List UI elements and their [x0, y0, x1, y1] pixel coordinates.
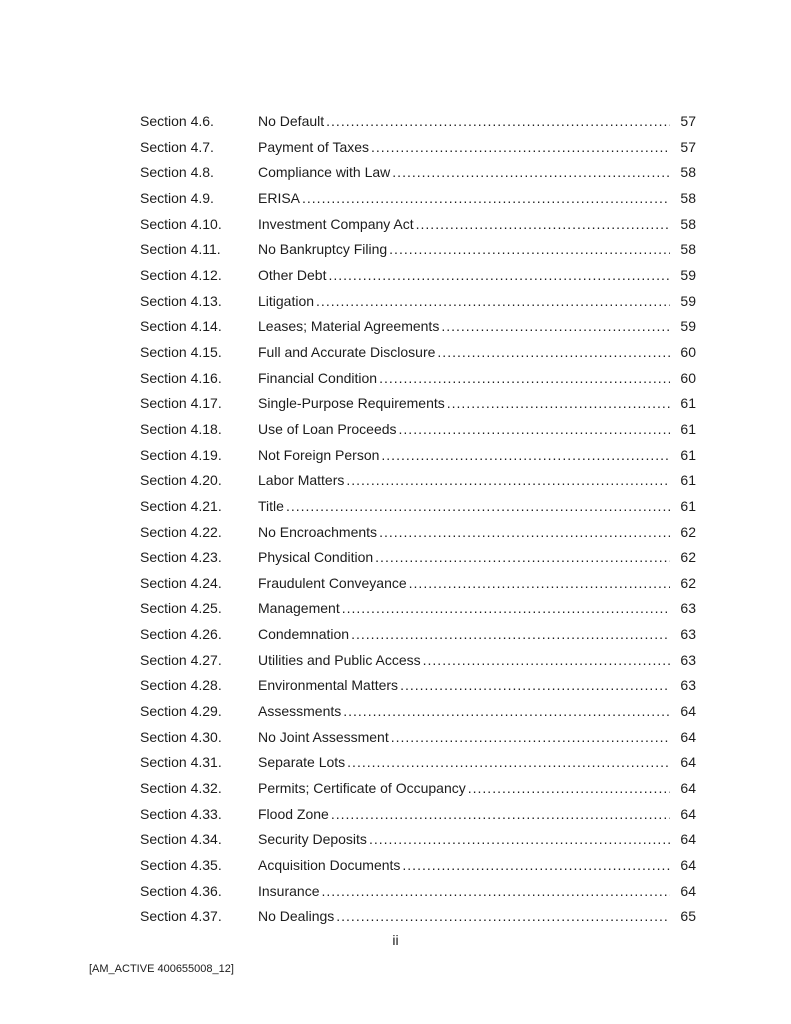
toc-entry[interactable] — [140, 904, 696, 930]
toc-entry-title: Not Foreign Person — [258, 446, 380, 463]
dot-leader — [389, 725, 670, 751]
toc-section-label: Section 4.11. — [140, 241, 221, 258]
toc-entry[interactable] — [140, 212, 696, 238]
toc-entry-title: Physical Condition — [258, 549, 374, 566]
toc-entry-title: ERISA — [258, 189, 301, 206]
toc-entry-title: Litigation — [258, 292, 315, 309]
toc-page-number: 64 — [680, 831, 696, 848]
toc-page-number: 60 — [680, 369, 696, 386]
toc-section-label: Section 4.29. — [140, 703, 222, 720]
toc-entry[interactable] — [140, 366, 696, 392]
toc-entry[interactable] — [140, 468, 696, 494]
toc-section-label: Section 4.30. — [140, 728, 222, 745]
toc-section-label: Section 4.33. — [140, 805, 222, 822]
toc-entry-title: Labor Matters — [258, 472, 345, 489]
table-of-contents — [140, 109, 696, 930]
toc-section-label: Section 4.8. — [140, 164, 214, 181]
toc-page-number: 64 — [680, 857, 696, 874]
toc-page-number: 62 — [680, 574, 696, 591]
toc-section-label: Section 4.36. — [140, 882, 222, 899]
dot-leader — [377, 366, 670, 392]
toc-entry-title: Fraudulent Conveyance — [258, 574, 407, 591]
toc-entry[interactable] — [140, 494, 696, 520]
dot-leader — [349, 622, 670, 648]
dot-leader — [369, 135, 670, 161]
toc-page-number: 63 — [680, 600, 696, 617]
toc-entry[interactable] — [140, 853, 696, 879]
dot-leader — [379, 443, 670, 469]
dot-leader — [300, 186, 670, 212]
toc-page-number: 63 — [680, 677, 696, 694]
dot-leader — [398, 673, 670, 699]
toc-entry-title: Payment of Taxes — [258, 138, 370, 155]
dot-leader — [373, 545, 670, 571]
toc-section-label: Section 4.23. — [140, 549, 222, 566]
toc-entry-title: Utilities and Public Access — [258, 651, 421, 668]
toc-section-label: Section 4.20. — [140, 472, 222, 489]
dot-leader — [284, 494, 670, 520]
toc-entry[interactable] — [140, 673, 696, 699]
toc-entry[interactable] — [140, 263, 696, 289]
toc-entry-title: Condemnation — [258, 626, 350, 643]
dot-leader — [377, 520, 670, 546]
toc-entry[interactable] — [140, 571, 696, 597]
toc-entry[interactable] — [140, 776, 696, 802]
toc-entry[interactable] — [140, 314, 696, 340]
toc-entry-title: No Dealings — [258, 908, 335, 925]
toc-section-label: Section 4.9. — [140, 189, 214, 206]
toc-page-number: 57 — [680, 138, 696, 155]
toc-entry-title: Permits; Certificate of Occupancy — [258, 780, 466, 797]
dot-leader — [407, 571, 670, 597]
toc-page-number: 63 — [680, 626, 696, 643]
dot-leader — [387, 237, 670, 263]
toc-section-label: Section 4.21. — [140, 497, 222, 514]
document-stamp: [AM_ACTIVE 400655008_12] — [89, 963, 234, 975]
toc-entry-title: Insurance — [258, 882, 320, 899]
toc-entry[interactable] — [140, 160, 696, 186]
dot-leader — [390, 160, 670, 186]
toc-section-label: Section 4.16. — [140, 369, 222, 386]
toc-section-label: Section 4.26. — [140, 626, 222, 643]
dot-leader — [334, 904, 670, 930]
toc-entry-title: No Encroachments — [258, 523, 378, 540]
toc-entry[interactable] — [140, 186, 696, 212]
toc-section-label: Section 4.13. — [140, 292, 222, 309]
dot-leader — [326, 263, 670, 289]
toc-section-label: Section 4.7. — [140, 138, 214, 155]
toc-section-label: Section 4.34. — [140, 831, 222, 848]
page-number: ii — [392, 932, 399, 948]
toc-page-number: 58 — [680, 215, 696, 232]
toc-entry-title: Full and Accurate Disclosure — [258, 343, 436, 360]
toc-page-number: 64 — [680, 728, 696, 745]
toc-page-number: 65 — [680, 908, 696, 925]
toc-entry[interactable] — [140, 827, 696, 853]
dot-leader — [400, 853, 670, 879]
toc-page-number: 64 — [680, 780, 696, 797]
toc-entry-title: Title — [258, 497, 284, 514]
toc-page-number: 64 — [680, 754, 696, 771]
toc-page-number: 60 — [680, 343, 696, 360]
toc-section-label: Section 4.32. — [140, 780, 222, 797]
toc-page-number: 62 — [680, 523, 696, 540]
toc-entry[interactable] — [140, 545, 696, 571]
toc-entry-title: Management — [258, 600, 340, 617]
toc-page-number: 61 — [680, 446, 696, 463]
dot-leader — [445, 391, 670, 417]
toc-page-number: 58 — [680, 189, 696, 206]
toc-page-number: 64 — [680, 703, 696, 720]
toc-section-label: Section 4.28. — [140, 677, 222, 694]
toc-entry-title: Assessments — [258, 703, 342, 720]
toc-section-label: Section 4.19. — [140, 446, 222, 463]
toc-entry[interactable] — [140, 725, 696, 751]
toc-entry-title: Security Deposits — [258, 831, 367, 848]
toc-entry-title: Acquisition Documents — [258, 857, 401, 874]
toc-entry-title: No Default — [258, 113, 325, 129]
toc-entry[interactable] — [140, 520, 696, 546]
dot-leader — [329, 802, 670, 828]
toc-entry[interactable] — [140, 879, 696, 905]
dot-leader — [344, 468, 670, 494]
toc-entry[interactable] — [140, 417, 696, 443]
dot-leader — [397, 417, 670, 443]
toc-section-label: Section 4.18. — [140, 420, 222, 437]
dot-leader — [439, 314, 670, 340]
toc-page-number: 61 — [680, 497, 696, 514]
toc-section-label: Section 4.35. — [140, 857, 222, 874]
toc-entry[interactable] — [140, 443, 696, 469]
toc-entry-title: No Joint Assessment — [258, 728, 389, 745]
toc-page-number: 64 — [680, 805, 696, 822]
dot-leader — [340, 596, 670, 622]
toc-entry-title: Environmental Matters — [258, 677, 399, 694]
toc-page-number: 59 — [680, 318, 696, 335]
toc-section-label: Section 4.6. — [140, 113, 214, 129]
toc-section-label: Section 4.27. — [140, 651, 222, 668]
toc-entry[interactable] — [140, 802, 696, 828]
dot-leader — [319, 879, 670, 905]
toc-section-label: Section 4.10. — [140, 215, 222, 232]
dot-leader — [345, 750, 670, 776]
toc-section-label: Section 4.24. — [140, 574, 222, 591]
toc-page-number: 58 — [680, 164, 696, 181]
toc-page-number: 61 — [680, 472, 696, 489]
toc-page-number: 61 — [680, 420, 696, 437]
toc-page-number: 61 — [680, 395, 696, 412]
toc-section-label: Section 4.25. — [140, 600, 222, 617]
toc-entry[interactable] — [140, 135, 696, 161]
toc-entry[interactable] — [140, 596, 696, 622]
toc-section-label: Section 4.12. — [140, 266, 222, 283]
toc-page-number: 59 — [680, 292, 696, 309]
dot-leader — [324, 109, 670, 135]
toc-section-label: Section 4.37. — [140, 908, 222, 925]
dot-leader — [466, 776, 670, 802]
toc-entry[interactable] — [140, 622, 696, 648]
toc-section-label: Section 4.17. — [140, 395, 222, 412]
toc-page-number: 58 — [680, 241, 696, 258]
toc-entry[interactable] — [140, 109, 696, 135]
dot-leader — [435, 340, 670, 366]
toc-page-number: 62 — [680, 549, 696, 566]
toc-entry-title: Financial Condition — [258, 369, 378, 386]
toc-entry[interactable] — [140, 340, 696, 366]
dot-leader — [421, 648, 670, 674]
toc-page-number: 63 — [680, 651, 696, 668]
toc-entry[interactable] — [140, 391, 696, 417]
toc-entry-title: Investment Company Act — [258, 215, 414, 232]
toc-page-number: 57 — [680, 113, 696, 129]
toc-section-label: Section 4.22. — [140, 523, 222, 540]
toc-page-number: 64 — [680, 882, 696, 899]
toc-entry-title: Flood Zone — [258, 805, 329, 822]
dot-leader — [414, 212, 670, 238]
toc-entry[interactable] — [140, 699, 696, 725]
toc-section-label: Section 4.15. — [140, 343, 222, 360]
toc-entry-title: No Bankruptcy Filing — [258, 241, 388, 258]
toc-entry-title: Compliance with Law — [258, 164, 391, 181]
dot-leader — [314, 289, 670, 315]
dot-leader — [341, 699, 670, 725]
toc-entry-title: Leases; Material Agreements — [258, 318, 440, 335]
toc-entry-title: Use of Loan Proceeds — [258, 420, 397, 437]
dot-leader — [367, 827, 670, 853]
toc-entry[interactable] — [140, 237, 696, 263]
toc-page-number: 59 — [680, 266, 696, 283]
toc-entry-title: Single-Purpose Requirements — [258, 395, 445, 412]
toc-section-label: Section 4.14. — [140, 318, 222, 335]
toc-entry-title: Other Debt — [258, 266, 327, 283]
toc-entry[interactable] — [140, 750, 696, 776]
toc-section-label: Section 4.31. — [140, 754, 222, 771]
toc-entry[interactable] — [140, 648, 696, 674]
toc-entry-title: Separate Lots — [258, 754, 346, 771]
toc-entry[interactable] — [140, 289, 696, 315]
